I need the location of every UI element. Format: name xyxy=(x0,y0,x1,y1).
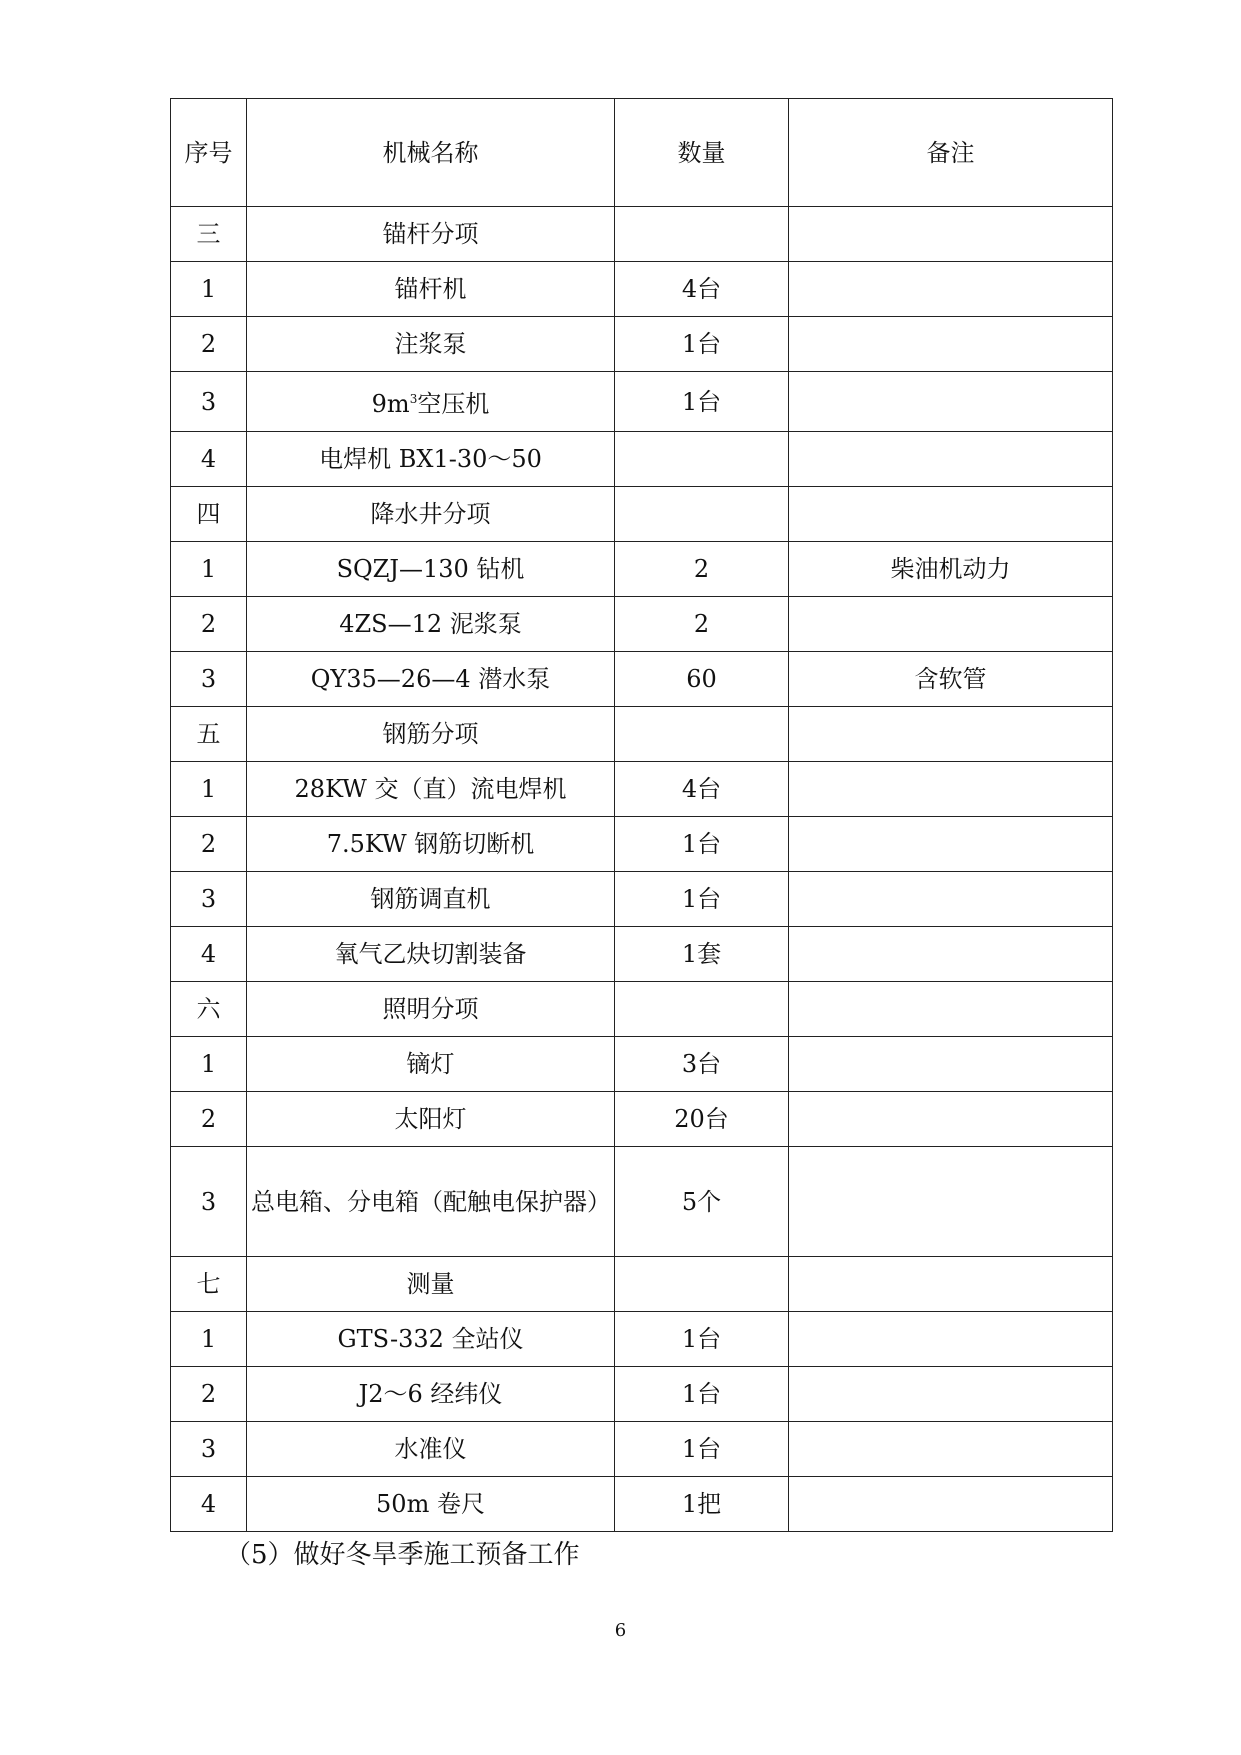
cell-qty xyxy=(615,707,789,762)
cell-qty xyxy=(615,432,789,487)
cell-name: QY35—26—4 潜水泵 xyxy=(247,652,615,707)
table-row xyxy=(171,1312,1113,1367)
table-row xyxy=(171,1092,1113,1147)
cell-qty xyxy=(615,1257,789,1312)
superscript: 3 xyxy=(409,392,418,406)
table-header-row xyxy=(171,99,1113,207)
cell-name: 锚杆分项 xyxy=(247,207,615,262)
header-no: 序号 xyxy=(171,99,247,207)
cell-no: 1 xyxy=(171,262,247,317)
table-row xyxy=(171,1422,1113,1477)
cell-no: 六 xyxy=(171,982,247,1037)
cell-no: 4 xyxy=(171,432,247,487)
table-row xyxy=(171,927,1113,982)
cell-no: 五 xyxy=(171,707,247,762)
cell-name: 氧气乙炔切割装备 xyxy=(247,927,615,982)
cell-no: 1 xyxy=(171,542,247,597)
table-row xyxy=(171,487,1113,542)
cell-note xyxy=(789,487,1113,542)
cell-note xyxy=(789,262,1113,317)
cell-no: 2 xyxy=(171,317,247,372)
cell-qty: 4台 xyxy=(615,262,789,317)
cell-name: 28KW 交（直）流电焊机 xyxy=(247,762,615,817)
cell-qty: 20台 xyxy=(615,1092,789,1147)
table-row xyxy=(171,652,1113,707)
cell-note xyxy=(789,872,1113,927)
table-row xyxy=(171,982,1113,1037)
cell-name: 总电箱、分电箱（配触电保护器） xyxy=(247,1147,615,1257)
cell-name: 50m 卷尺 xyxy=(247,1477,615,1532)
cell-note xyxy=(789,597,1113,652)
cell-no: 1 xyxy=(171,1312,247,1367)
cell-note xyxy=(789,982,1113,1037)
cell-name: 测量 xyxy=(247,1257,615,1312)
cell-name: 电焊机 BX1-30～50 xyxy=(247,432,615,487)
cell-note xyxy=(789,1477,1113,1532)
cell-no: 4 xyxy=(171,927,247,982)
cell-note xyxy=(789,1092,1113,1147)
cell-no: 四 xyxy=(171,487,247,542)
section-caption: （5）做好冬旱季施工预备工作 xyxy=(225,1540,580,1570)
cell-qty xyxy=(615,207,789,262)
cell-name: SQZJ—130 钻机 xyxy=(247,542,615,597)
header-qty: 数量 xyxy=(615,99,789,207)
cell-qty: 5个 xyxy=(615,1147,789,1257)
table-row xyxy=(171,1257,1113,1312)
cell-qty: 1台 xyxy=(615,1422,789,1477)
table-row xyxy=(171,762,1113,817)
cell-note: 柴油机动力 xyxy=(789,542,1113,597)
cell-no: 2 xyxy=(171,1092,247,1147)
cell-no: 2 xyxy=(171,817,247,872)
cell-name: GTS-332 全站仪 xyxy=(247,1312,615,1367)
cell-qty: 2 xyxy=(615,542,789,597)
cell-qty: 1台 xyxy=(615,817,789,872)
cell-no: 3 xyxy=(171,1422,247,1477)
cell-name: 镝灯 xyxy=(247,1037,615,1092)
cell-note xyxy=(789,1422,1113,1477)
cell-no: 2 xyxy=(171,1367,247,1422)
table-row xyxy=(171,207,1113,262)
cell-qty: 2 xyxy=(615,597,789,652)
cell-name: 4ZS—12 泥浆泵 xyxy=(247,597,615,652)
table-row xyxy=(171,542,1113,597)
cell-no: 4 xyxy=(171,1477,247,1532)
cell-qty xyxy=(615,487,789,542)
table-row xyxy=(171,597,1113,652)
cell-note xyxy=(789,1147,1113,1257)
cell-qty: 1台 xyxy=(615,872,789,927)
cell-note xyxy=(789,762,1113,817)
table-row xyxy=(171,372,1113,432)
header-note: 备注 xyxy=(789,99,1113,207)
table-row xyxy=(171,707,1113,762)
cell-name: 7.5KW 钢筋切断机 xyxy=(247,817,615,872)
cell-note: 含软管 xyxy=(789,652,1113,707)
cell-qty: 1台 xyxy=(615,1312,789,1367)
cell-name: 照明分项 xyxy=(247,982,615,1037)
cell-note xyxy=(789,372,1113,432)
table-row xyxy=(171,872,1113,927)
cell-no: 3 xyxy=(171,652,247,707)
table-row xyxy=(171,1477,1113,1532)
cell-no: 三 xyxy=(171,207,247,262)
cell-no: 1 xyxy=(171,762,247,817)
cell-qty: 60 xyxy=(615,652,789,707)
table-row xyxy=(171,262,1113,317)
cell-name: 降水井分项 xyxy=(247,487,615,542)
cell-name: 钢筋分项 xyxy=(247,707,615,762)
cell-note xyxy=(789,927,1113,982)
cell-note xyxy=(789,1037,1113,1092)
cell-no: 3 xyxy=(171,1147,247,1257)
table-row xyxy=(171,317,1113,372)
cell-note xyxy=(789,707,1113,762)
cell-qty xyxy=(615,982,789,1037)
cell-qty: 1套 xyxy=(615,927,789,982)
cell-no: 3 xyxy=(171,372,247,432)
cell-name: 注浆泵 xyxy=(247,317,615,372)
table-row xyxy=(171,1037,1113,1092)
table-row xyxy=(171,817,1113,872)
cell-note xyxy=(789,1312,1113,1367)
name-suffix: 空压机 xyxy=(417,390,490,418)
cell-no: 七 xyxy=(171,1257,247,1312)
name-prefix: 9m xyxy=(371,390,410,418)
cell-note xyxy=(789,1367,1113,1422)
cell-note xyxy=(789,817,1113,872)
table-row xyxy=(171,1147,1113,1257)
cell-name: 钢筋调直机 xyxy=(247,872,615,927)
cell-name: 水准仪 xyxy=(247,1422,615,1477)
cell-name: 太阳灯 xyxy=(247,1092,615,1147)
cell-name: J2～6 经纬仪 xyxy=(247,1367,615,1422)
cell-qty: 1把 xyxy=(615,1477,789,1532)
table-row xyxy=(171,432,1113,487)
cell-qty: 1台 xyxy=(615,317,789,372)
cell-qty: 3台 xyxy=(615,1037,789,1092)
cell-name: 锚杆机 xyxy=(247,262,615,317)
cell-no: 1 xyxy=(171,1037,247,1092)
cell-note xyxy=(789,432,1113,487)
cell-name xyxy=(247,372,615,432)
cell-no: 3 xyxy=(171,872,247,927)
cell-qty: 1台 xyxy=(615,372,789,432)
cell-note xyxy=(789,1257,1113,1312)
cell-note xyxy=(789,207,1113,262)
header-name: 机械名称 xyxy=(247,99,615,207)
cell-note xyxy=(789,317,1113,372)
cell-qty: 1台 xyxy=(615,1367,789,1422)
equipment-table xyxy=(170,98,1113,1532)
cell-qty: 4台 xyxy=(615,762,789,817)
table-row xyxy=(171,1367,1113,1422)
page-number: 6 xyxy=(614,1620,627,1641)
cell-no: 2 xyxy=(171,597,247,652)
